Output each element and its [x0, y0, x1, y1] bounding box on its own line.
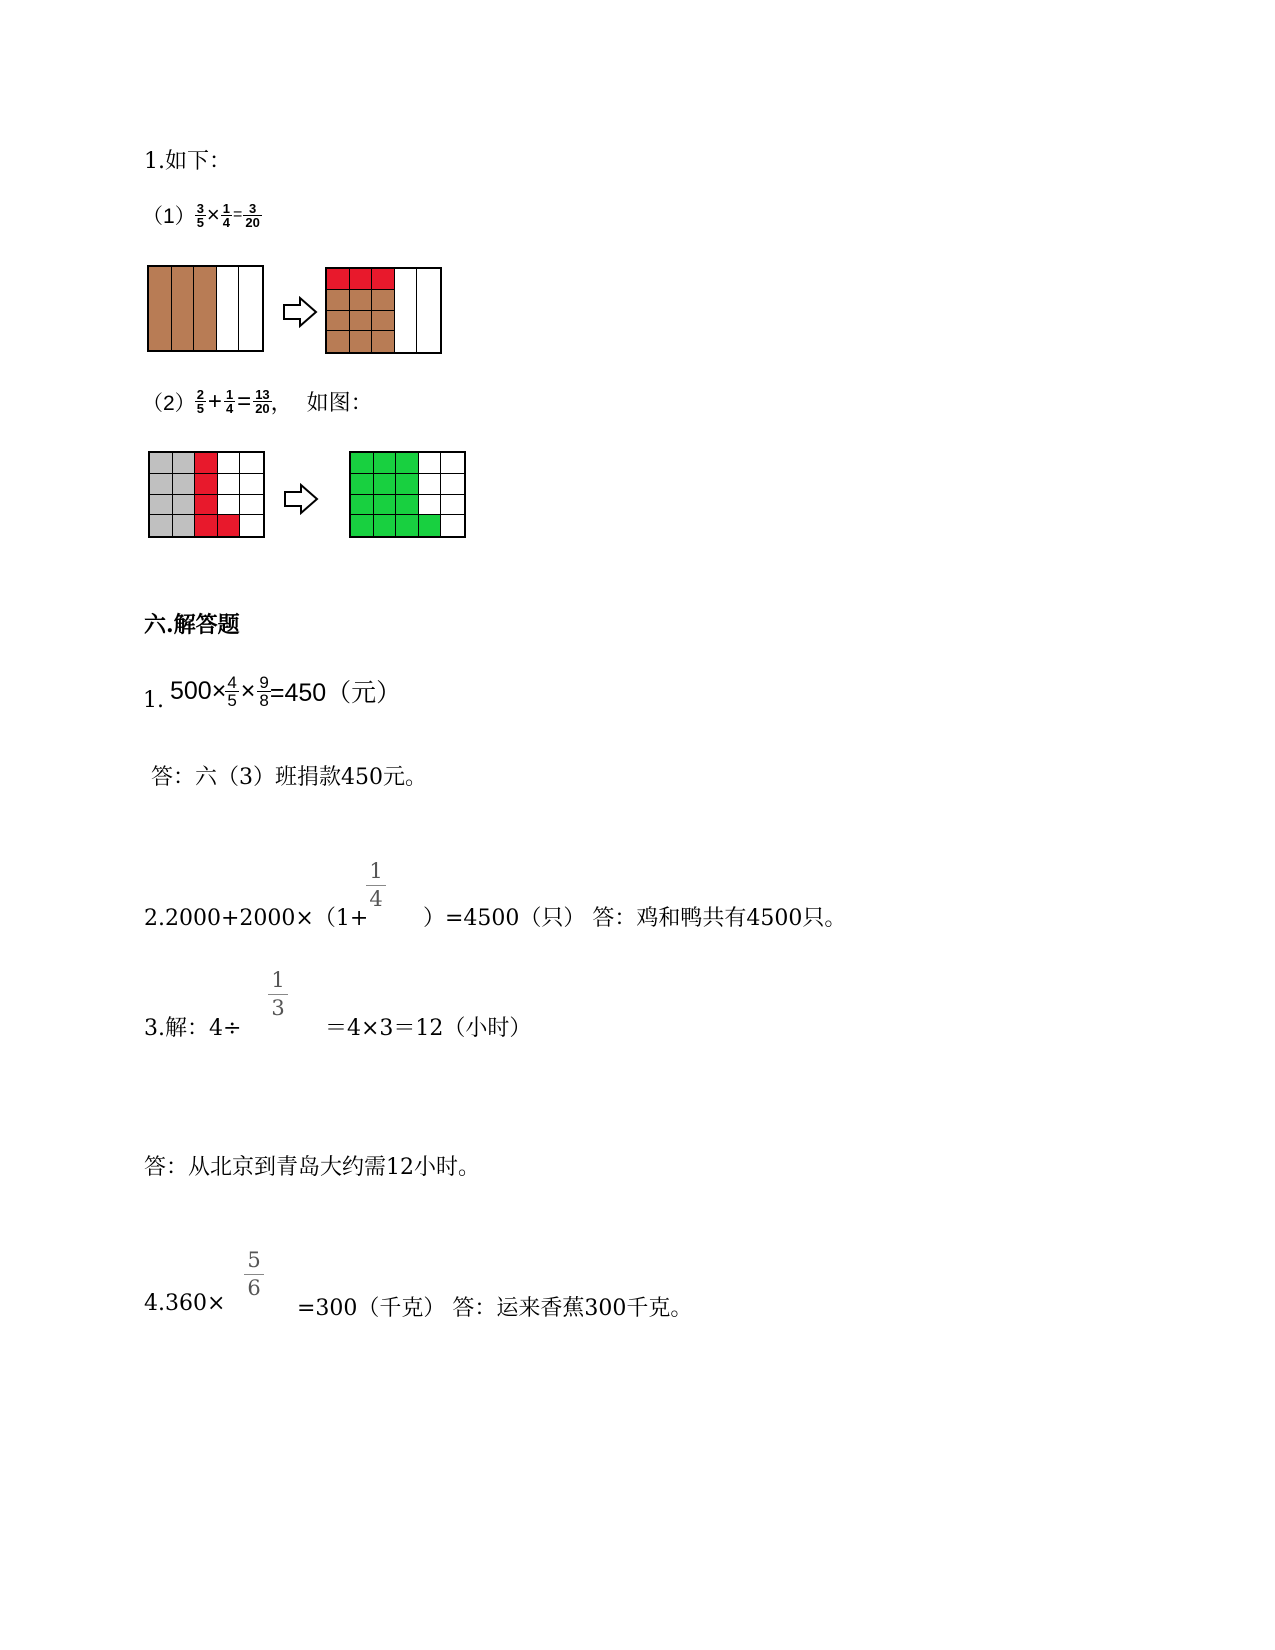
grid-cell: [327, 269, 350, 290]
figure-caption: ， 如图：: [270, 391, 373, 416]
diagram-2-5-plus-1-4: [148, 451, 265, 538]
diagram-13-20: [349, 451, 466, 538]
fraction: $\frac{2}{5}$: [196, 387, 204, 416]
expr-start: 500×: [170, 676, 227, 705]
grid-cell: [396, 453, 419, 474]
grid-cell: [374, 453, 397, 474]
grid-cell: [240, 474, 263, 495]
grid-cell: [150, 474, 173, 495]
grid-cell: [173, 453, 196, 474]
grid-cell: [351, 495, 374, 516]
equals: =: [233, 206, 243, 223]
grid-cell: [374, 474, 397, 495]
grid-cell: [218, 515, 241, 536]
question-3-end: ＝4×3＝12（小时）: [325, 1016, 532, 1041]
fraction: 1 4: [366, 861, 386, 910]
operator: +: [207, 387, 222, 415]
grid-cell: [396, 515, 419, 536]
right-arrow-icon: [282, 296, 318, 328]
grid-cell: [419, 515, 442, 536]
expression: [170, 673, 401, 709]
fraction: $\frac{3}{5}$: [196, 200, 204, 230]
grid-cell: [350, 290, 373, 311]
grid-cell: [417, 269, 440, 352]
answer-3: 答：从北京到青岛大约需12小时。: [144, 1155, 480, 1180]
grid-cell: [372, 290, 395, 311]
grid-cell: [172, 267, 195, 350]
fraction: $\frac{9}{8}$: [259, 672, 269, 710]
grid-cell: [195, 515, 218, 536]
grid-cell: [218, 495, 241, 516]
grid-cell: [240, 453, 263, 474]
grid-cell: [350, 269, 373, 290]
grid-cell: [419, 453, 442, 474]
grid-cell: [327, 311, 350, 332]
right-arrow-icon: [283, 483, 319, 515]
grid-cell: [240, 515, 263, 536]
operator: ×: [240, 676, 256, 705]
fraction: $\frac{13}{20}$: [255, 387, 270, 416]
item-label: （1）: [142, 205, 196, 228]
grid-cell: [195, 453, 218, 474]
grid-cell: [195, 474, 218, 495]
fraction: $\frac{4}{5}$: [227, 672, 237, 710]
grid-cell: [441, 495, 464, 516]
grid-cell: [374, 495, 397, 516]
grid-cell: [327, 290, 350, 311]
fraction: 1 3: [268, 970, 288, 1019]
grid-cell: [396, 474, 419, 495]
grid-cell: [419, 474, 442, 495]
grid-cell: [327, 331, 350, 352]
grid-cell: [150, 453, 173, 474]
grid-cell: [195, 495, 218, 516]
fraction: $\frac{1}{4}$: [222, 200, 231, 230]
grid-cell: [218, 453, 241, 474]
diagram-3-20-right: [325, 267, 442, 354]
grid-cell: [173, 495, 196, 516]
question-2-end: ）=4500（只） 答：鸡和鸭共有4500只。: [423, 906, 847, 931]
grid-cell: [441, 515, 464, 536]
fraction: $\frac{1}{4}$: [225, 387, 234, 416]
question-4-start: 4.360×: [144, 1291, 226, 1316]
grid-cell: [441, 474, 464, 495]
fraction: 5 6: [244, 1250, 264, 1299]
grid-cell: [173, 515, 196, 536]
grid-cell: [351, 515, 374, 536]
grid-cell: [372, 269, 395, 290]
answer-1: 答：六（3）班捐款450元。: [151, 765, 427, 790]
grid-cell: [350, 311, 373, 332]
grid-cell: [372, 331, 395, 352]
grid-cell: [240, 495, 263, 516]
operator: ×: [206, 202, 220, 227]
question-4-end: =300（千克） 答：运来香蕉300千克。: [297, 1296, 693, 1321]
question-2-start: 2.2000+2000×（1+: [144, 906, 369, 931]
grid-cell: [218, 474, 241, 495]
grid-cell: [173, 474, 196, 495]
expr-end: =450（元）: [269, 679, 402, 707]
part1-heading: 1.如下：: [144, 149, 231, 174]
grid-cell: [351, 453, 374, 474]
diagram-3-5-left: [147, 265, 264, 352]
equation-1: [142, 200, 261, 230]
question-1: [143, 673, 401, 715]
grid-cell: [217, 267, 240, 350]
grid-cell: [441, 453, 464, 474]
grid-cell: [372, 311, 395, 332]
grid-cell: [419, 495, 442, 516]
grid-cell: [395, 269, 418, 352]
equation-2: [142, 386, 373, 417]
grid-cell: [350, 331, 373, 352]
fraction: $\frac{3}{20}$: [245, 200, 260, 230]
grid-cell: [396, 495, 419, 516]
grid-cell: [239, 267, 262, 350]
item-label: （2）: [142, 391, 196, 415]
question-3-start: 3.解：4÷: [144, 1016, 242, 1041]
equals: =: [237, 387, 252, 415]
grid-cell: [150, 515, 173, 536]
grid-cell: [150, 495, 173, 516]
section-title: 六.解答题: [144, 612, 240, 638]
grid-cell: [194, 267, 217, 350]
question-number: 1.: [143, 688, 164, 713]
grid-cell: [351, 474, 374, 495]
grid-cell: [374, 515, 397, 536]
grid-cell: [149, 267, 172, 350]
